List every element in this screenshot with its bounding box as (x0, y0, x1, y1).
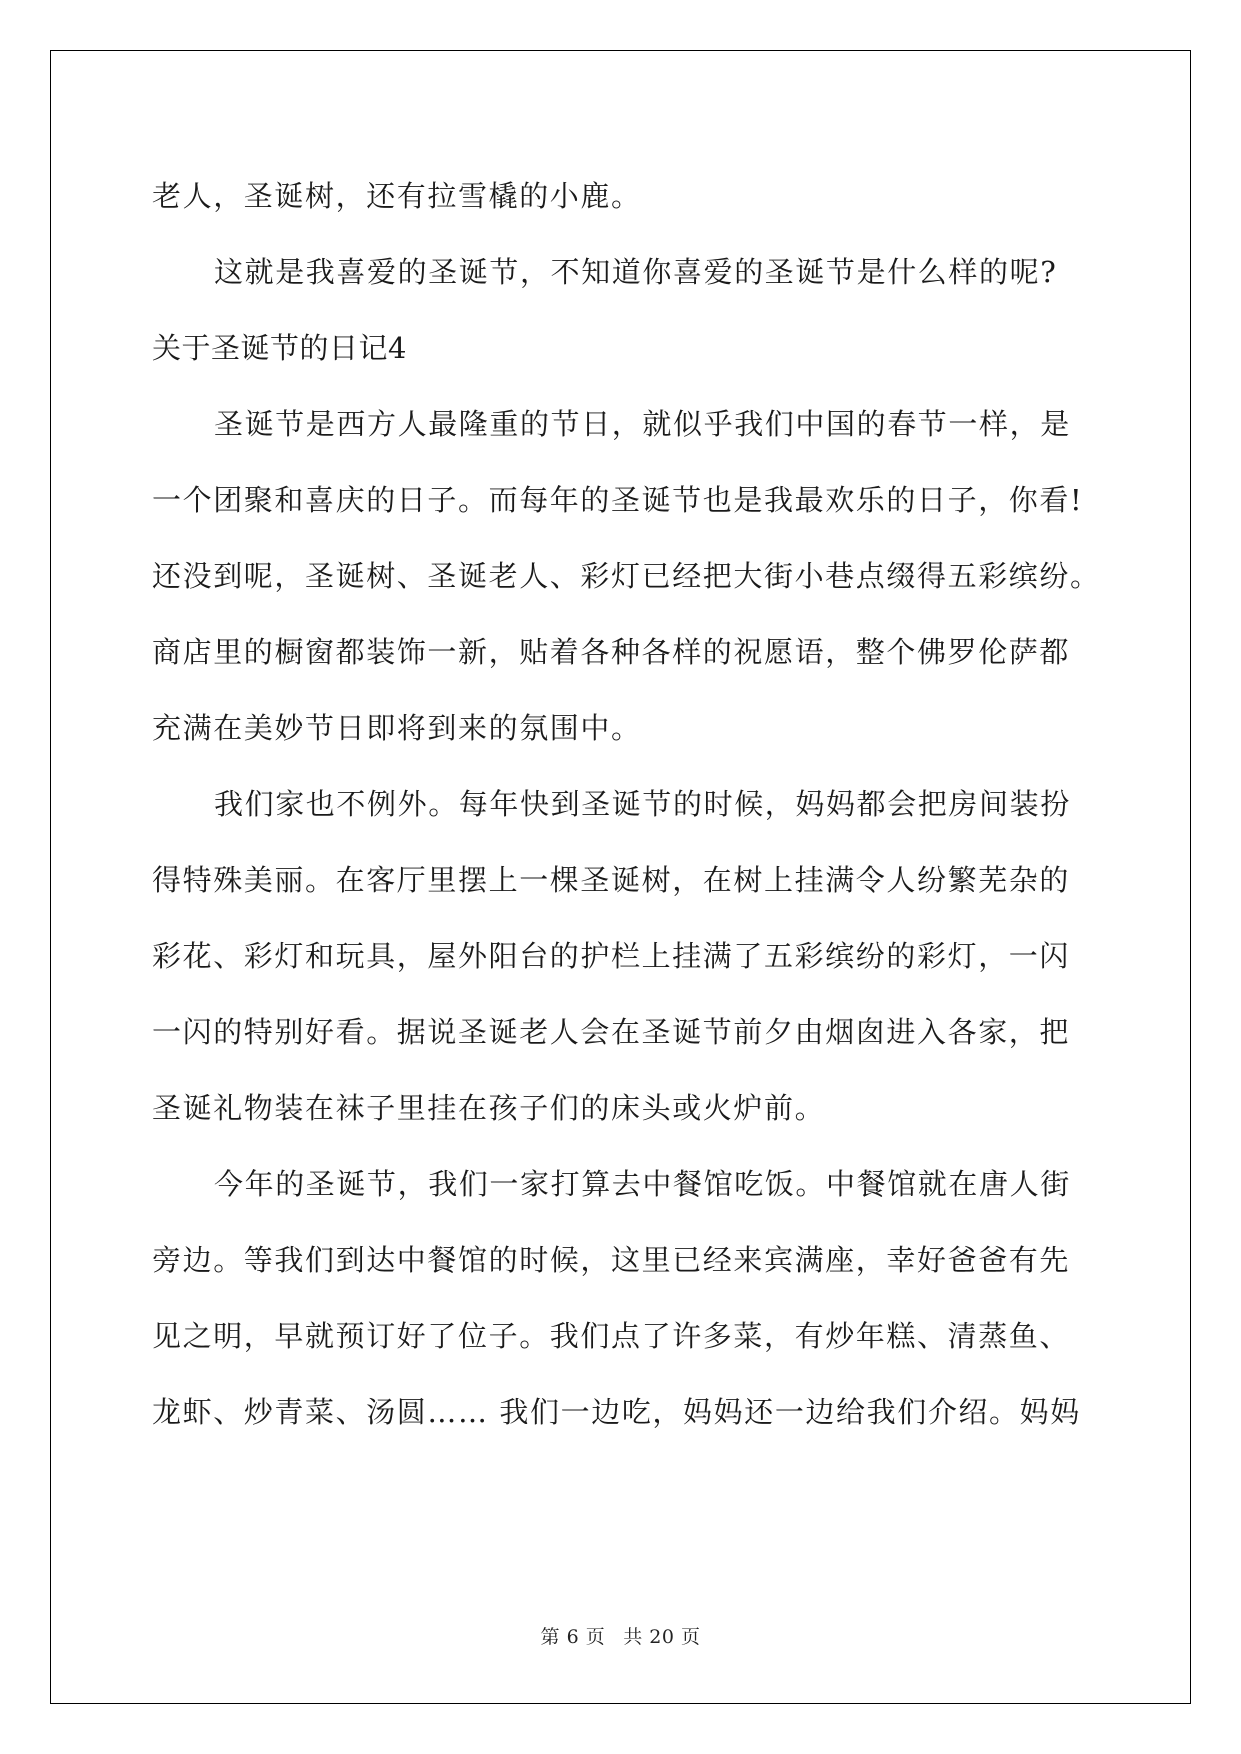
text-line: 见之明，早就预订好了位子。我们点了许多菜，有炒年糕、清蒸鱼、 (152, 1319, 1071, 1353)
text-line: 这就是我喜爱的圣诞节，不知道你喜爱的圣诞节是什么样的呢? (214, 255, 1058, 289)
text-line: 龙虾、炒青菜、汤圆…… 我们一边吃，妈妈还一边给我们介绍。妈妈 (152, 1395, 1081, 1429)
text-line: 今年的圣诞节，我们一家打算去中餐馆吃饭。中餐馆就在唐人街 (214, 1167, 1071, 1201)
page-total: 共 20 页 (623, 1626, 701, 1648)
text-line: 我们家也不例外。每年快到圣诞节的时候，妈妈都会把房间装扮 (214, 787, 1071, 821)
text-line: 还没到呢，圣诞树、圣诞老人、彩灯已经把大街小巷点缀得五彩缤纷。 (152, 559, 1101, 593)
text-line: 圣诞礼物装在袜子里挂在孩子们的床头或火炉前。 (152, 1091, 826, 1125)
text-line: 一闪的特别好看。据说圣诞老人会在圣诞节前夕由烟囱进入各家，把 (152, 1015, 1071, 1049)
text-line: 得特殊美丽。在客厅里摆上一棵圣诞树，在树上挂满令人纷繁芜杂的 (152, 863, 1071, 897)
page-footer (0, 1622, 1241, 1649)
text-line: 充满在美妙节日即将到来的氛围中。 (152, 711, 642, 745)
document-body (152, 158, 1101, 1450)
text-line: 彩花、彩灯和玩具，屋外阳台的护栏上挂满了五彩缤纷的彩灯，一闪 (152, 939, 1071, 973)
text-line: 商店里的橱窗都装饰一新，贴着各种各样的祝愿语，整个佛罗伦萨都 (152, 635, 1071, 669)
section-heading: 关于圣诞节的日记4 (152, 331, 407, 365)
text-line: 圣诞节是西方人最隆重的节日，就似乎我们中国的春节一样，是 (214, 407, 1071, 441)
text-line: 老人，圣诞树，还有拉雪橇的小鹿。 (152, 179, 642, 213)
text-line: 旁边。等我们到达中餐馆的时候，这里已经来宾满座，幸好爸爸有先 (152, 1243, 1071, 1277)
text-line: 一个团聚和喜庆的日子。而每年的圣诞节也是我最欢乐的日子，你看! (152, 483, 1084, 517)
page-number: 第 6 页 (540, 1626, 606, 1648)
